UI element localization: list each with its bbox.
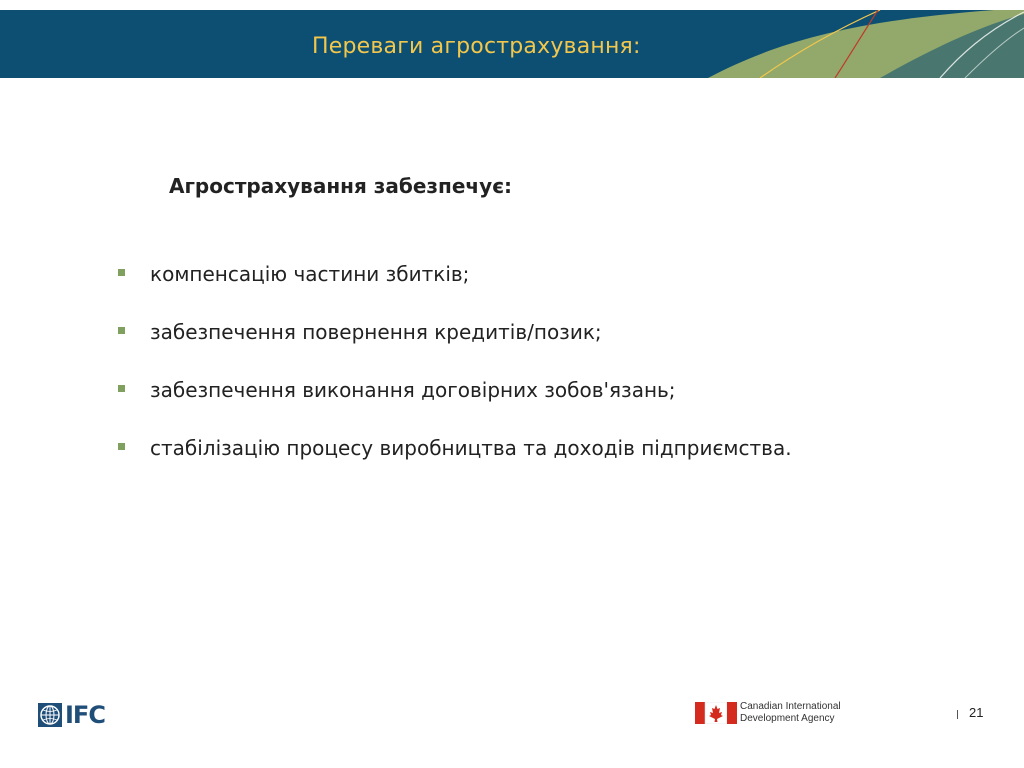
globe-icon	[38, 703, 62, 727]
bullet-square-icon	[118, 327, 125, 334]
bullet-text: стабілізацію процесу виробництва та доходів підприємства.	[150, 436, 792, 460]
bullet-text: компенсацію частини збитків;	[150, 262, 470, 286]
canada-flag-icon	[695, 702, 737, 724]
page-number-divider	[957, 710, 958, 719]
slide-title: Переваги агрострахування:	[312, 34, 641, 59]
bullet-square-icon	[118, 385, 125, 392]
bullet-square-icon	[118, 269, 125, 276]
page-number: 21	[969, 705, 984, 720]
bullet-square-icon	[118, 443, 125, 450]
cida-logo	[695, 700, 855, 730]
ifc-logo-text: IFC	[65, 701, 105, 729]
header-band	[0, 10, 1024, 78]
cida-name-line2: Development Agency	[740, 713, 835, 724]
bullet-text: забезпечення повернення кредитів/позик;	[150, 320, 602, 344]
content-subtitle: Агрострахування забезпечує:	[169, 174, 513, 198]
cida-name-line1: Canadian International	[740, 701, 841, 712]
bullet-text: забезпечення виконання договірних зобов'язань;	[150, 378, 676, 402]
